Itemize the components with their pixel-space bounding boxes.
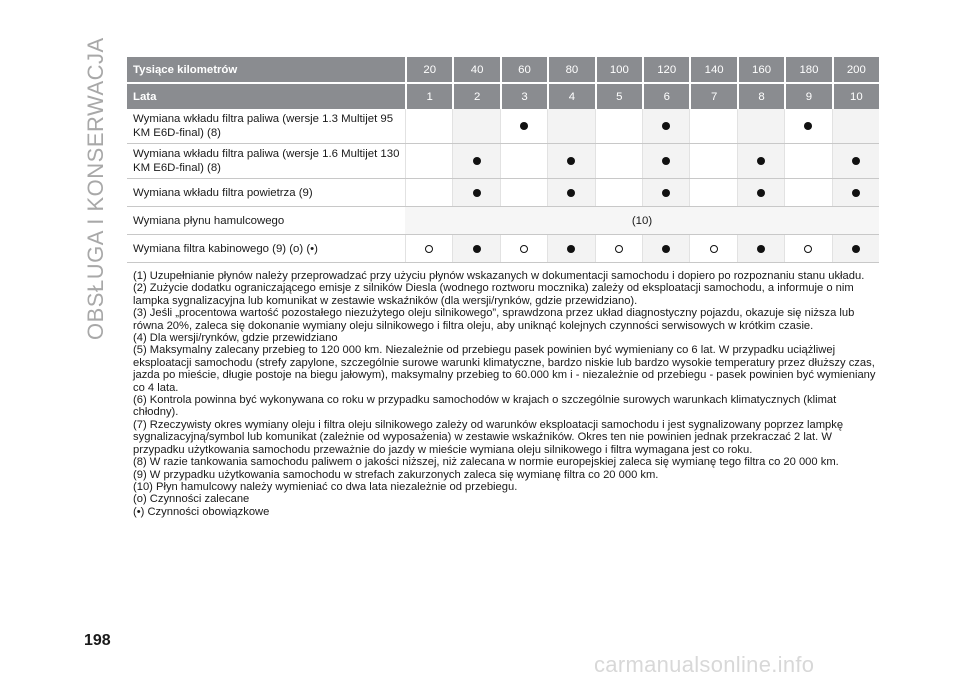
table-cell <box>689 179 736 206</box>
table-cell <box>452 144 499 178</box>
table-cell <box>405 235 452 262</box>
mandatory-dot-icon <box>852 157 860 165</box>
mandatory-dot-icon <box>662 245 670 253</box>
table-cell <box>737 109 784 143</box>
table-cell <box>547 235 594 262</box>
table-cell <box>547 144 594 178</box>
mandatory-dot-icon <box>757 189 765 197</box>
mandatory-dot-icon <box>852 189 860 197</box>
footnote: (3) Jeśli „procentowa wartość pozostałego niezużytego oleju silnikowego”, sprawdzona przez układ diagnostyczny pojazdu, okazuje się niższa lub równa 20%, zaleca się dokonanie wymiany oleju silnikowego i filtra oleju, aby uniknąć kolejnych czynności serwisowych w krótkim czasie. <box>133 307 855 332</box>
table-cell <box>642 144 689 178</box>
table-row <box>127 109 879 144</box>
table-row <box>127 207 879 235</box>
header-year-cell-3: 4 <box>547 84 594 109</box>
row-label: Wymiana wkładu filtra paliwa (wersje 1.3 Multijet 95 KM E6D-final) (8) <box>133 113 394 139</box>
row-label: Wymiana wkładu filtra paliwa (wersje 1.6 Multijet 130 KM E6D-final) (8) <box>133 148 400 174</box>
footnote: (o) Czynności zalecane <box>133 493 250 506</box>
footnote: (2) Zużycie dodatku ograniczającego emisje z silników Diesla (wodnego roztworu mocznika) zależy od eksploatacji samochodu, a informuje o nim lampka sygnalizacyjna lub komunikat w zestawie wskaźników (dla wersji/rynków, gdzie przewidziano). <box>133 282 854 307</box>
footnotes <box>133 270 883 518</box>
table-cell <box>595 179 642 206</box>
table-cell <box>689 109 736 143</box>
header-year-cell-1: 2 <box>452 84 499 109</box>
header-year-cell-6: 7 <box>689 84 736 109</box>
footnote: (8) W razie tankowania samochodu paliwem o jakości niższej, niż zalecana w normie europejskiej zaleca się wymianę tego filtra co 20 000 km. <box>133 456 839 469</box>
footnote: (10) Płyn hamulcowy należy wymieniać co dwa lata niezależnie od przebiegu. <box>133 480 518 493</box>
header-km-cell-5: 120 <box>642 57 689 82</box>
header-year-cell-5: 6 <box>642 84 689 109</box>
table-cell <box>784 179 831 206</box>
header-km-cell-7: 160 <box>737 57 784 82</box>
page-number: 198 <box>84 632 111 649</box>
table-cell <box>500 144 547 178</box>
mandatory-dot-icon <box>662 157 670 165</box>
footnote: (4) Dla wersji/rynków, gdzie przewidziano <box>133 332 338 345</box>
footnote: (5) Maksymalny zalecany przebieg to 120 000 km. Niezależnie od przebiegu pasek powinien być wymieniany co 6 lat. W przypadku uciążliwej eksploatacji samochodu (strefy zapylone, szczególnie surowe warunki klimatyczne, bardzo niskie lub bardzo wysokie temperatury przez dłuższy czas, jazda po mieście, długie postoje na biegu jałowym), maksymalny przebieg to 60.000 km i - niezależnie od przebiegu - pasek powinien być wymieniany co 4 lata. <box>133 344 876 394</box>
table-cell <box>832 144 879 178</box>
mandatory-dot-icon <box>473 157 481 165</box>
header-km-label: Tysiące kilometrów <box>133 63 238 76</box>
table-row <box>127 235 879 263</box>
mandatory-dot-icon <box>567 245 575 253</box>
table-cell <box>737 144 784 178</box>
table-cell <box>642 235 689 262</box>
footnote: (9) W przypadku użytkowania samochodu w strefach zakurzonych zaleca się wymianę filtra co 20 000 km. <box>133 468 659 481</box>
header-km-cell-3: 80 <box>547 57 594 82</box>
table-cell <box>547 109 594 143</box>
mandatory-dot-icon <box>757 245 765 253</box>
header-years-label: Lata <box>133 90 157 103</box>
table-cell <box>405 109 452 143</box>
table-cell <box>595 109 642 143</box>
section-side-title-text: OBSŁUGA I KONSERWACJA <box>83 37 108 340</box>
mandatory-dot-icon <box>520 122 528 130</box>
header-km-cell-4: 100 <box>595 57 642 82</box>
table-cell <box>832 109 879 143</box>
mandatory-dot-icon <box>567 189 575 197</box>
row-label: Wymiana wkładu filtra powietrza (9) <box>133 186 313 199</box>
mandatory-dot-icon <box>757 157 765 165</box>
header-year-cell-9: 10 <box>832 84 879 109</box>
recommended-ring-icon <box>804 245 812 253</box>
table-cell <box>642 109 689 143</box>
header-year-cell-8: 9 <box>784 84 831 109</box>
maintenance-table <box>127 57 879 263</box>
row-label: Wymiana filtra kabinowego (9) (o) (•) <box>133 242 318 255</box>
footnote: (•) Czynności obowiązkowe <box>133 505 270 518</box>
table-header-km <box>127 57 879 82</box>
mandatory-dot-icon <box>804 122 812 130</box>
table-cell <box>642 179 689 206</box>
table-cell <box>784 109 831 143</box>
recommended-ring-icon <box>425 245 433 253</box>
header-km-cell-1: 40 <box>452 57 499 82</box>
footnote: (1) Uzupełnianie płynów należy przeprowadzać przy użyciu płynów wskazanych w dokumentacji samochodu i dopiero po rozpoznaniu stanu układu. <box>133 270 865 282</box>
row-label: Wymiana płynu hamulcowego <box>133 214 285 227</box>
table-cell <box>500 235 547 262</box>
header-year-cell-0: 1 <box>405 84 452 109</box>
recommended-ring-icon <box>710 245 718 253</box>
watermark-logo: carmanualsonline.info <box>594 652 815 677</box>
merged-cell-note: (10) <box>631 214 653 227</box>
table-cell <box>689 144 736 178</box>
table-header-years <box>127 82 879 109</box>
table-cell <box>737 179 784 206</box>
table-cell <box>500 109 547 143</box>
header-km-cell-0: 20 <box>405 57 452 82</box>
table-cell <box>832 235 879 262</box>
section-side-title <box>83 37 108 340</box>
table-cell <box>405 179 452 206</box>
mandatory-dot-icon <box>662 189 670 197</box>
table-cell <box>784 235 831 262</box>
table-row <box>127 179 879 207</box>
table-cell <box>737 235 784 262</box>
mandatory-dot-icon <box>852 245 860 253</box>
header-year-cell-4: 5 <box>595 84 642 109</box>
recommended-ring-icon <box>615 245 623 253</box>
footnote: (7) Rzeczywisty okres wymiany oleju i filtra oleju silnikowego zależy od warunków eksploatacji samochodu i jest sygnalizowany poprzez lampkę sygnalizacyjną/symbol lub komunikat (zależnie od wyposażenia) w zestawie wskaźników. Okres ten nie powinien jednak przekraczać 2 lat. W przypadku użytkowania samochodu przeważnie do jazdy w mieście wymiana oleju silnikowego i filtra wymagana jest co roku. <box>133 418 844 456</box>
mandatory-dot-icon <box>662 122 670 130</box>
table-cell <box>595 235 642 262</box>
header-km-cell-6: 140 <box>689 57 736 82</box>
table-cell <box>500 179 547 206</box>
mandatory-dot-icon <box>473 245 481 253</box>
footnote: (6) Kontrola powinna być wykonywana co roku w przypadku samochodów w krajach o szczególnie surowych warunkach klimatycznych (klimat chłodny). <box>133 394 837 419</box>
header-km-cell-2: 60 <box>500 57 547 82</box>
table-cell <box>784 144 831 178</box>
header-km-cell-8: 180 <box>784 57 831 82</box>
header-km-cell-9: 200 <box>832 57 879 82</box>
header-year-cell-7: 8 <box>737 84 784 109</box>
table-cell <box>452 109 499 143</box>
table-cell <box>547 179 594 206</box>
table-cell <box>452 179 499 206</box>
header-year-cell-2: 3 <box>500 84 547 109</box>
table-cell <box>689 235 736 262</box>
mandatory-dot-icon <box>473 189 481 197</box>
table-cell <box>452 235 499 262</box>
table-cell <box>595 144 642 178</box>
recommended-ring-icon <box>520 245 528 253</box>
table-row <box>127 144 879 179</box>
table-cell <box>832 179 879 206</box>
mandatory-dot-icon <box>567 157 575 165</box>
table-cell <box>405 144 452 178</box>
